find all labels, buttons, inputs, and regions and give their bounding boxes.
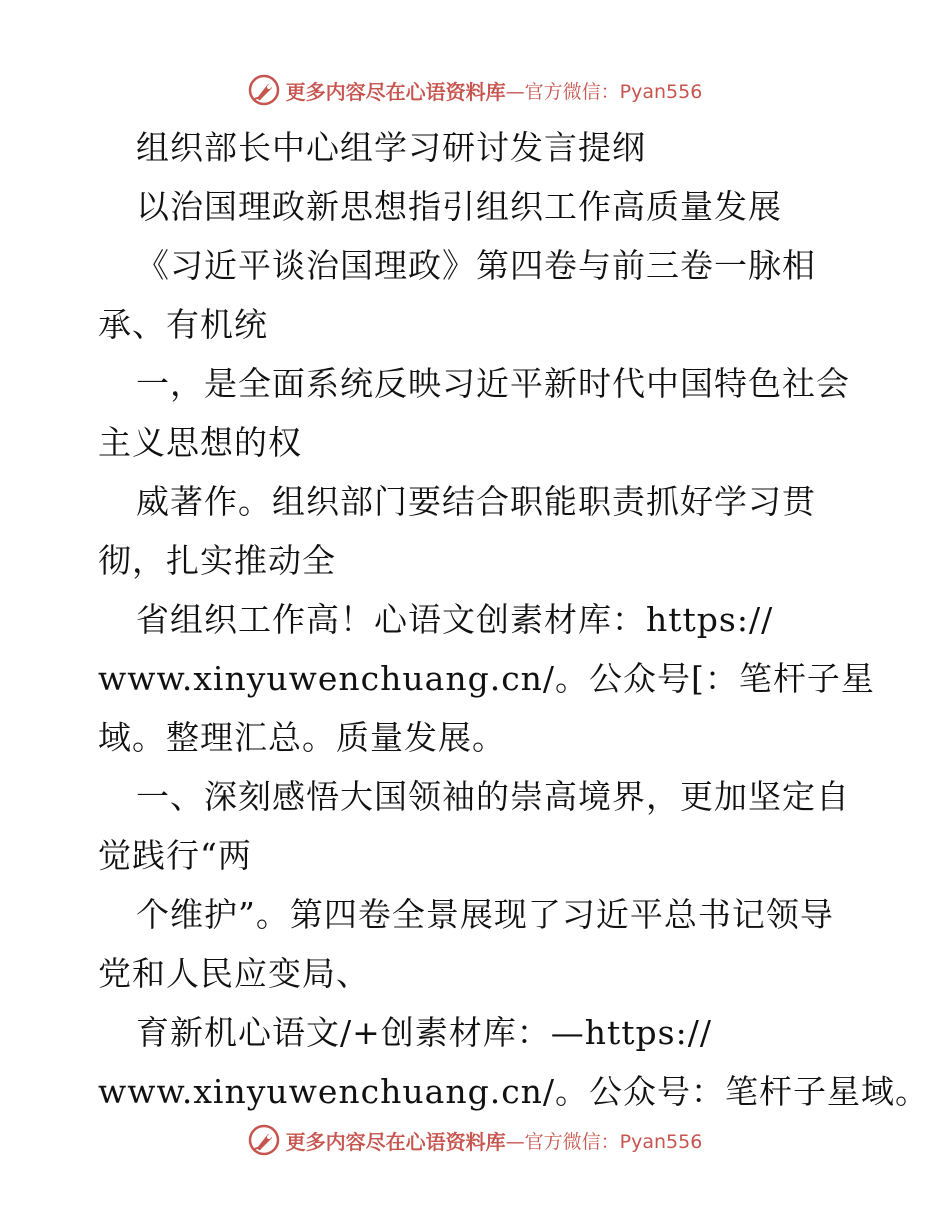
pen-nib-logo-icon (248, 1124, 280, 1156)
doc-line: 省组织工作高！心语文创素材库：https:// (136, 600, 774, 639)
doc-line: 域。整理汇总。质量发展。 (98, 718, 506, 757)
pen-nib-logo-icon (248, 74, 280, 106)
doc-line: 觉践行“两 (98, 836, 252, 875)
doc-line-subtitle: 以治国理政新思想指引组织工作高质量发展 (136, 187, 782, 226)
header-banner-main-text: 更多内容尽在心语资料库 (285, 79, 506, 104)
doc-line: 彻，扎实推动全 (98, 541, 336, 580)
header-banner (0, 70, 950, 110)
doc-line: 一、深刻感悟大国领袖的崇高境界，更加坚定自 (136, 777, 850, 816)
doc-line: www.xinyuwenchuang.cn/。公众号：笔杆子星域。 (98, 1072, 930, 1111)
doc-line: 承、有机统 (98, 305, 268, 344)
footer-banner-main-text: 更多内容尽在心语资料库 (285, 1129, 506, 1154)
header-banner-secondary-text: —官方微信：Pyan556 (505, 80, 703, 103)
doc-line: 《习近平谈治国理政》第四卷与前三卷一脉相 (136, 246, 816, 285)
doc-line: 主义思想的权 (98, 423, 302, 462)
footer-banner (0, 1120, 950, 1160)
doc-line-title: 组织部长中心组学习研讨发言提纲 (136, 128, 646, 167)
doc-line: 一，是全面系统反映习近平新时代中国特色社会 (136, 364, 850, 403)
doc-line: 育新机心语文/+创素材库：—https:// (136, 1013, 712, 1052)
footer-banner-secondary-text: —官方微信：Pyan556 (505, 1130, 703, 1153)
doc-line: 党和人民应变局、 (98, 954, 370, 993)
doc-line: www.xinyuwenchuang.cn/。公众号[：笔杆子星 (98, 659, 875, 698)
doc-line: 威著作。组织部门要结合职能职责抓好学习贯 (136, 482, 816, 521)
doc-line: 个维护”。第四卷全景展现了习近平总书记领导 (136, 895, 834, 934)
document-body (98, 118, 930, 1121)
